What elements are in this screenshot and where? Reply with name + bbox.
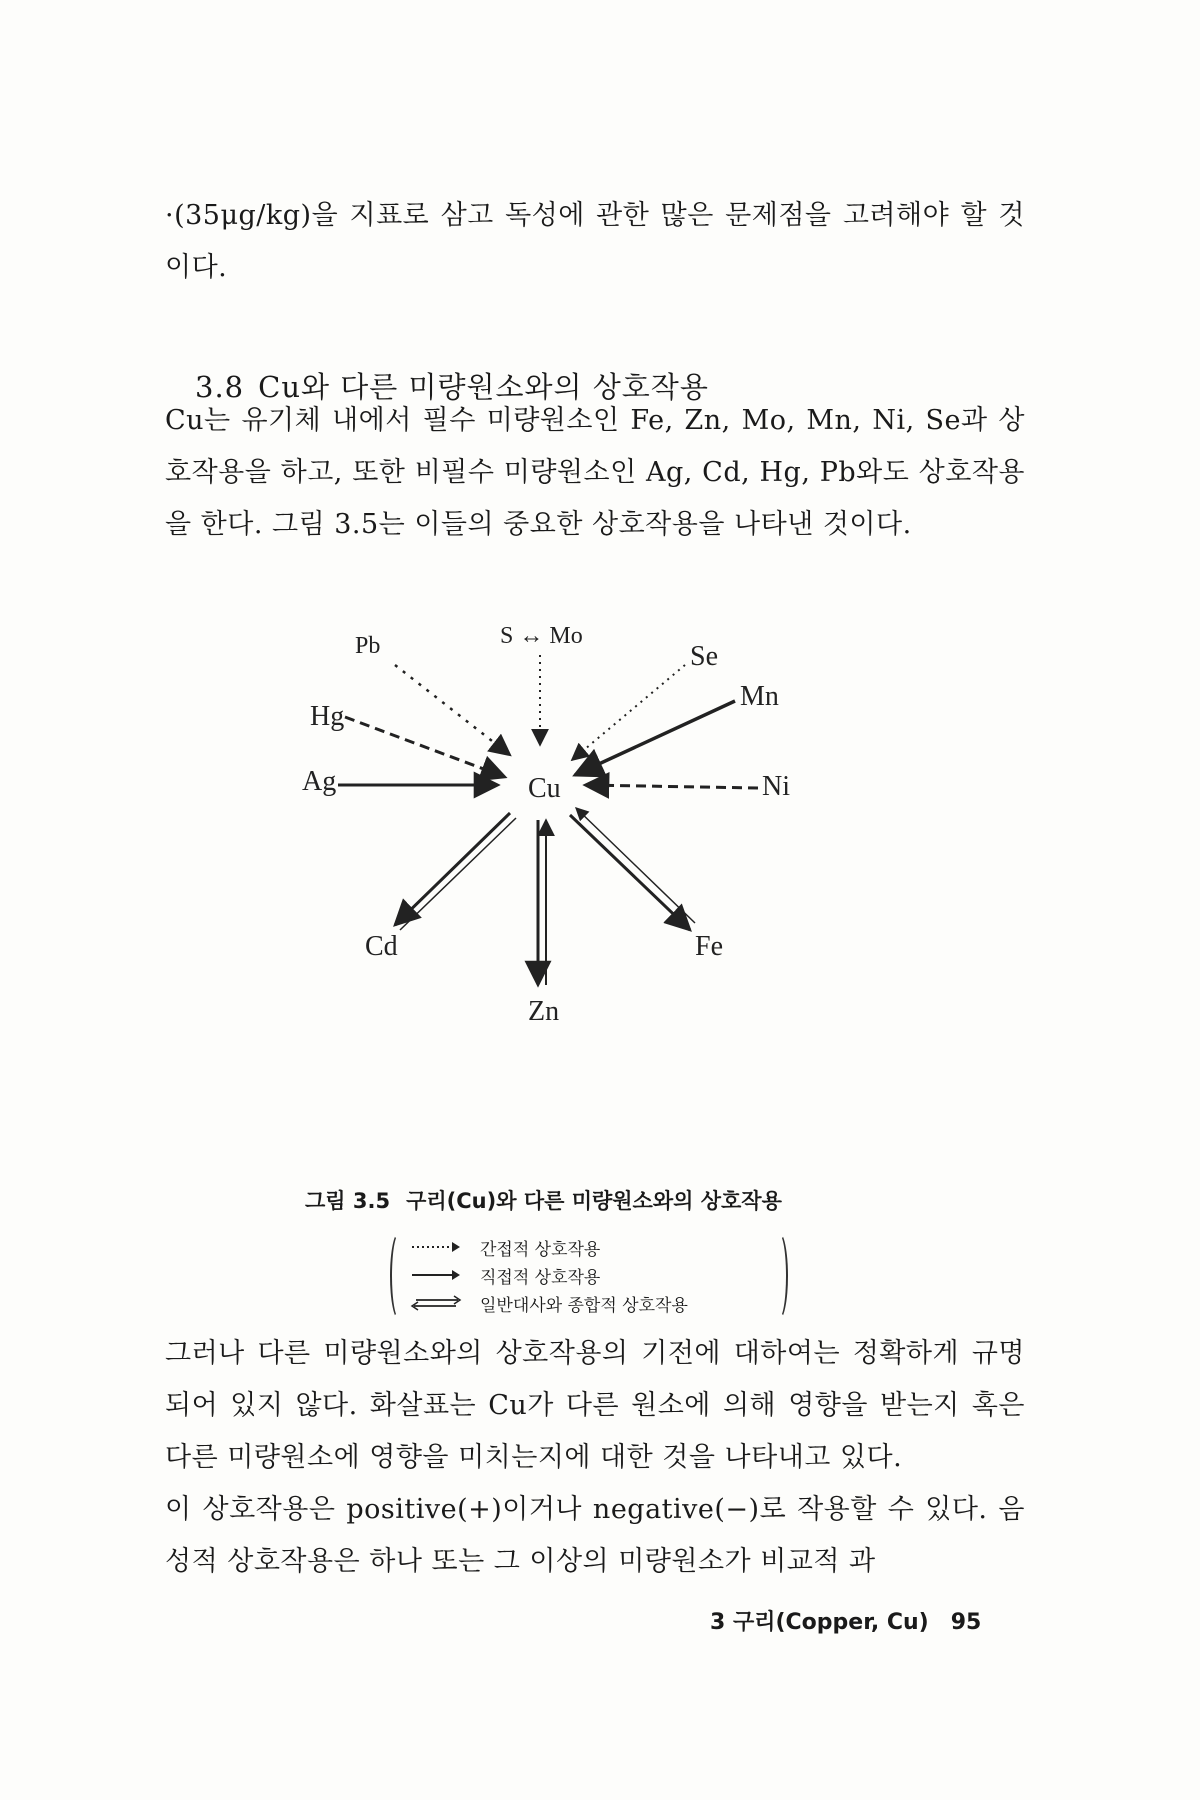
arrow-fe-out bbox=[570, 815, 690, 930]
node-fe: Fe bbox=[695, 931, 723, 962]
paragraph-positive-negative: 이 상호작용은 positive(+)이거나 negative(−)로 작용할 수 있다. 음성적 상호작용은 하나 또는 그 이상의 미량원소가 비교적 과 bbox=[165, 1494, 1025, 1577]
figure-caption bbox=[305, 1185, 925, 1215]
node-cu: Cu bbox=[528, 773, 561, 804]
double-arrow-icon bbox=[410, 1295, 462, 1311]
arrow-fe-in bbox=[576, 808, 695, 923]
figure-caption-text: 구리(Cu)와 다른 미량원소와의 상호작용 bbox=[406, 1189, 782, 1213]
legend-direct-label: 직접적 상호작용 bbox=[480, 1267, 601, 1288]
node-se: Se bbox=[690, 641, 718, 672]
paragraph-mechanism: 그러나 다른 미량원소와의 상호작용의 기전에 대하여는 정확하게 규명되어 있지 않다. 화살표는 Cu가 다른 원소에 의해 영향을 받는지 혹은 다른 미량원소에 영향을 미치는지에 대한 것을 나타내고 있다. bbox=[165, 1338, 1025, 1473]
arrow-se bbox=[572, 665, 685, 760]
node-ni: Ni bbox=[762, 771, 790, 802]
figure-number: 그림 3.5 bbox=[305, 1189, 391, 1213]
legend-indirect bbox=[410, 1234, 600, 1260]
node-s-mo: S ↔ Mo bbox=[500, 625, 583, 649]
solid-arrow-icon bbox=[410, 1267, 462, 1283]
figure-legend bbox=[410, 1230, 790, 1322]
page-number: 95 bbox=[950, 1610, 982, 1635]
arrow-cd-out bbox=[395, 813, 510, 925]
legend-right-paren bbox=[770, 1232, 788, 1320]
section-title: Cu와 다른 미량원소와의 상호작용 bbox=[258, 370, 709, 404]
arrow-cd-in bbox=[400, 818, 516, 930]
page-footer bbox=[710, 1605, 981, 1636]
dotted-arrow-icon bbox=[410, 1239, 462, 1255]
arrow-hg bbox=[345, 717, 505, 777]
legend-direct bbox=[410, 1262, 600, 1288]
arrow-ni bbox=[585, 785, 758, 788]
node-zn: Zn bbox=[528, 996, 560, 1027]
legend-left-paren bbox=[390, 1232, 408, 1320]
legend-general bbox=[410, 1290, 688, 1316]
node-hg: Hg bbox=[310, 701, 345, 732]
node-ag: Ag bbox=[302, 766, 337, 797]
legend-indirect-label: 간접적 상호작용 bbox=[480, 1239, 601, 1260]
interaction-diagram bbox=[300, 625, 940, 1185]
node-cd: Cd bbox=[365, 931, 398, 962]
paragraph-intro: ·(35μg/kg)을 지표로 삼고 독성에 관한 많은 문제점을 고려해야 할 것이다. bbox=[165, 200, 1025, 283]
paragraph-interactions: Cu는 유기체 내에서 필수 미량원소인 Fe, Zn, Mo, Mn, Ni, Se과 상호작용을 하고, 또한 비필수 미량원소인 Ag, Cd, Hg, Pb와도 상호작용을 한다. 그림 3.5는 이들의 중요한 상호작용을 나타낸 것이다. bbox=[165, 405, 1025, 540]
node-pb: Pb bbox=[355, 633, 381, 659]
legend-general-label: 일반대사와 종합적 상호작용 bbox=[480, 1295, 688, 1316]
running-footer-chapter: 3 구리(Copper, Cu) bbox=[710, 1610, 929, 1635]
section-number: 3.8 bbox=[195, 370, 245, 404]
node-mn: Mn bbox=[740, 681, 779, 712]
interaction-diagram-svg bbox=[300, 625, 940, 1185]
